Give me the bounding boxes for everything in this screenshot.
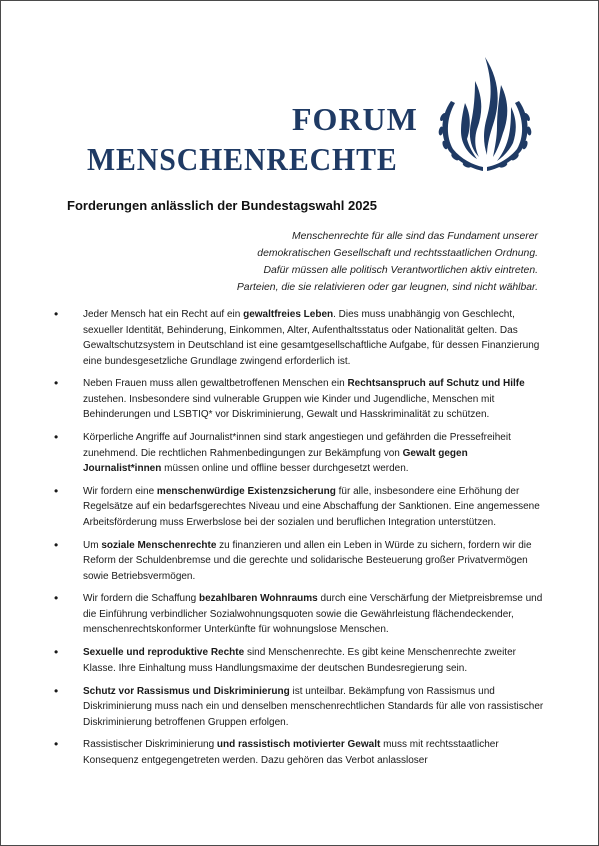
document-title: Forderungen anlässlich der Bundestagswahl 2025 xyxy=(67,198,377,213)
demand-item: • Wir fordern die Schaffung bezahlbaren Wohnraums durch eine Verschärfung der Mietpreisbremse und die Einführung verbindlicher Sozialwohnungsquoten sowie die Gewährleistung flächendeckender, menschenrechtskonformer Unterkünfte für wohnungslose Menschen. xyxy=(67,591,547,638)
intro-line: Parteien, die sie relativieren oder gar leugnen, sind nicht wählbar. xyxy=(236,282,538,293)
demand-item: • Schutz vor Rassismus und Diskriminierung ist unteilbar. Bekämpfung von Rassismus und Diskriminierung muss nach ein und denselben menschenrechtlichen Standards für alle von rassistischer Diskriminierung betroffenen Gruppen erfolgen. xyxy=(67,684,547,731)
intro-statement xyxy=(198,228,538,296)
demand-item: • Körperliche Angriffe auf Journalist*innen sind stark angestiegen und gefährden die Pressefreiheit zunehmend. Die rechtlichen Rahmenbedingungen zur Bekämpfung von Gewalt gegen Journalist*innen müssen online und offline besser durchgesetzt werden. xyxy=(67,430,547,477)
demands-list xyxy=(67,307,547,776)
demand-item: • Sexuelle und reproduktive Rechte sind Menschenrechte. Es gibt keine Menschenrechte zweiter Klasse. Ihre Einhaltung muss Handlungsmaxime der deutschen Bundesregierung sein. xyxy=(67,645,547,676)
demand-item: • Wir fordern eine menschenwürdige Existenzsicherung für alle, insbesondere eine Erhöhung der Regelsätze auf ein bedarfsgerechtes Niveau und eine Abschaffung der Sanktionen. Eine angemessene Arbeitsförderung muss Erwerbslose bei der sozialen und beruflichen Integration unterstützen. xyxy=(67,484,547,531)
intro-line: Dafür müssen alle politisch Verantwortlichen aktiv eintreten. xyxy=(263,265,538,276)
intro-line: Menschenrechte für alle sind das Fundament unserer xyxy=(291,231,538,242)
logo-line-menschenrechte: MENSCHENRECHTE xyxy=(87,141,398,177)
demand-item: • Rassistischer Diskriminierung und rassistisch motivierter Gewalt muss mit rechtsstaatlicher Konsequenz entgegengetreten werden. Dazu gehören das Verbot anlassloser xyxy=(67,737,547,768)
intro-line: demokratischen Gesellschaft und rechtsstaatlichen Ordnung. xyxy=(257,248,538,259)
flame-laurel-emblem-icon xyxy=(429,51,541,179)
logo-line-forum: FORUM xyxy=(292,101,418,137)
demand-item: • Jeder Mensch hat ein Recht auf ein gewaltfreies Leben. Dies muss unabhängig von Geschlecht, sexueller Identität, Behinderung, Einkommen, Alter, Aufenthaltsstatus oder Nationalität gelten. Das Gewaltschutzsystem in Deutschland ist eine gesamtgesellschaftliche Aufgabe, für dessen Finanzierung eine bundesgesetzliche Grundlage zwingend erforderlich ist. xyxy=(67,307,547,369)
demand-item: • Neben Frauen muss allen gewaltbetroffenen Menschen ein Rechtsanspruch auf Schutz und Hilfe zustehen. Insbesondere sind vulnerable Gruppen wie Kinder und Jugendliche, Menschen mit Behinderungen und LSBTIQ* vor Diskriminierung, Gewalt und Hasskriminalität zu schützen. xyxy=(67,376,547,423)
demand-item: • Um soziale Menschenrechte zu finanzieren und allen ein Leben in Würde zu sichern, fordern wir die Reform der Schuldenbremse und die gerechte und solidarische Besteuerung großer Privatvermögen sowie Betriebsvermögen. xyxy=(67,538,547,585)
